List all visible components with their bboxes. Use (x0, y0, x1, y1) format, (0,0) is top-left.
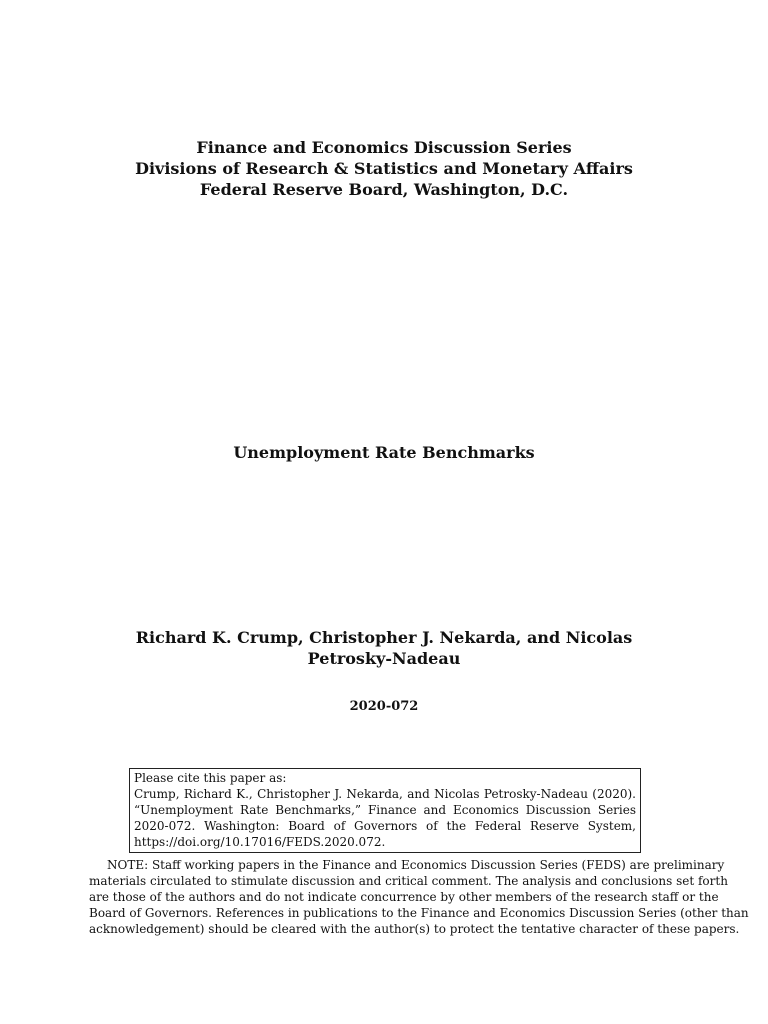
series-name: Finance and Economics Discussion Series (196, 138, 572, 157)
paper-number: 2020-072 (349, 699, 419, 714)
citation-line: 2020-072. Washington: Board of Governors of the Federal Reserve System, (134, 819, 636, 833)
paper-title: Unemployment Rate Benchmarks (233, 443, 535, 462)
citation-doi: https://doi.org/10.17016/FEDS.2020.072. (134, 835, 386, 849)
authors-line-2: Petrosky-Nadeau (307, 649, 461, 668)
citation-heading: Please cite this paper as: (134, 771, 287, 785)
citation-line: “Unemployment Rate Benchmarks,” Finance and Economics Discussion Series (134, 803, 636, 817)
note-line: materials circulated to stimulate discussion and critical comment. The analysis and conclusions set forth (89, 874, 728, 888)
note-line: acknowledgement) should be cleared with the author(s) to protect the tentative character of these papers. (89, 922, 740, 936)
citation-line: Crump, Richard K., Christopher J. Nekarda, and Nicolas Petrosky-Nadeau (2020). (134, 787, 636, 801)
board-name: Federal Reserve Board, Washington, D.C. (199, 180, 569, 199)
authors-line-1: Richard K. Crump, Christopher J. Nekarda, and Nicolas (135, 628, 633, 647)
authors (0, 627, 768, 669)
divisions-name: Divisions of Research & Statistics and Monetary Affairs (135, 159, 633, 178)
disclaimer-note (89, 857, 749, 937)
note-line: Board of Governors. References in publications to the Finance and Economics Discussion Series (other than (89, 906, 749, 920)
note-line: NOTE: Staff working papers in the Finance and Economics Discussion Series (FEDS) are preliminary (107, 858, 725, 872)
series-header (0, 137, 768, 200)
citation-box (129, 768, 641, 853)
note-line: are those of the authors and do not indicate concurrence by other members of the research staff or the (89, 890, 719, 904)
